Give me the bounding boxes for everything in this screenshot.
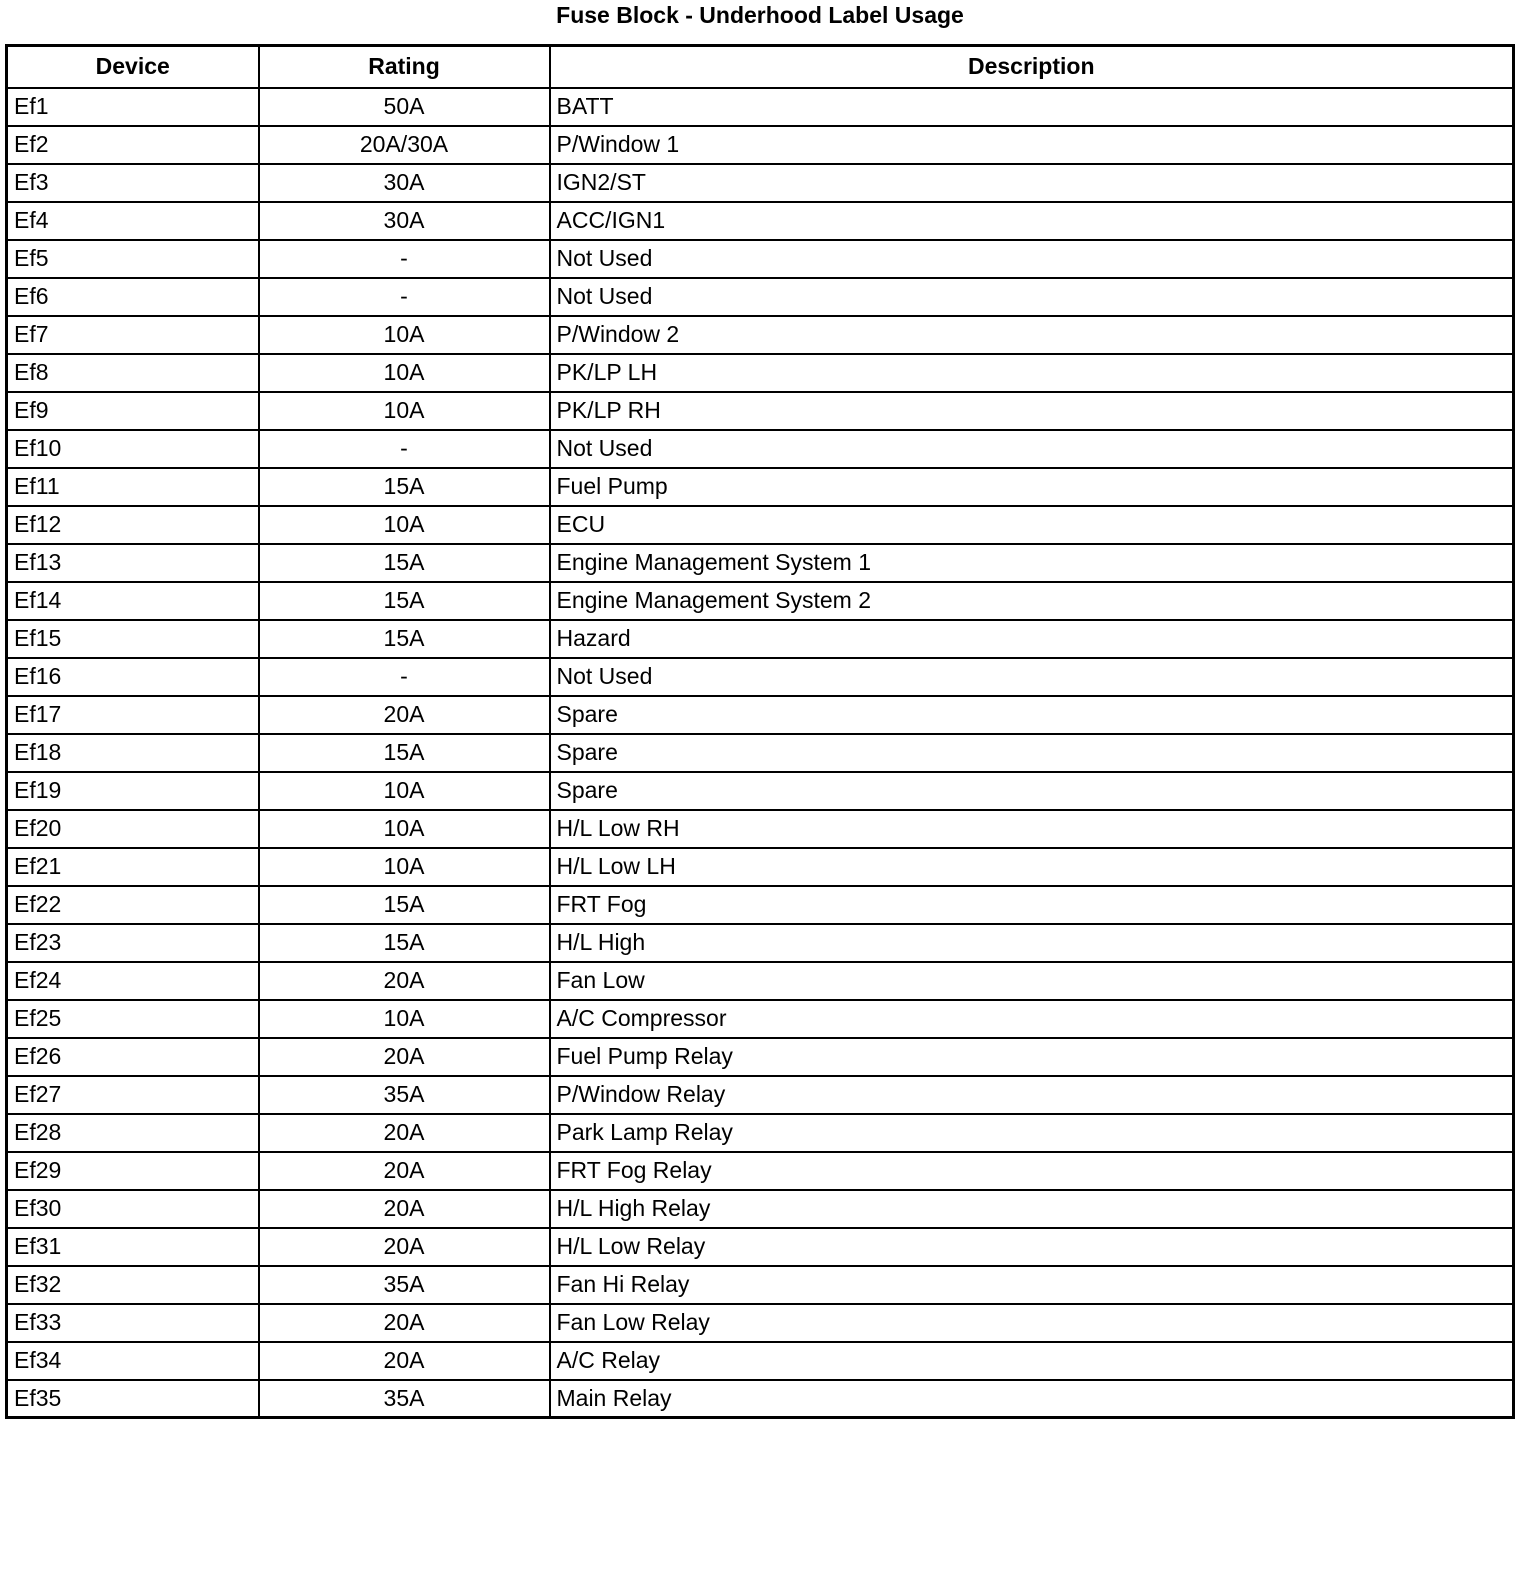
cell-device: Ef14: [7, 582, 259, 620]
cell-rating: 20A: [259, 1304, 550, 1342]
cell-description: Not Used: [550, 658, 1514, 696]
cell-rating: 20A: [259, 1228, 550, 1266]
cell-description: IGN2/ST: [550, 164, 1514, 202]
cell-rating: 20A: [259, 1152, 550, 1190]
cell-description: H/L Low Relay: [550, 1228, 1514, 1266]
cell-description: Spare: [550, 734, 1514, 772]
cell-rating: 15A: [259, 924, 550, 962]
cell-rating: 15A: [259, 544, 550, 582]
table-header-row: [7, 46, 1514, 88]
table-row: [7, 1380, 1514, 1418]
cell-device: Ef24: [7, 962, 259, 1000]
cell-device: Ef23: [7, 924, 259, 962]
table-row: [7, 810, 1514, 848]
cell-device: Ef11: [7, 468, 259, 506]
table-row: [7, 1152, 1514, 1190]
cell-device: Ef35: [7, 1380, 259, 1418]
cell-rating: 15A: [259, 620, 550, 658]
cell-description: Not Used: [550, 240, 1514, 278]
table-row: [7, 468, 1514, 506]
fuse-table: [5, 44, 1515, 1419]
cell-rating: 30A: [259, 202, 550, 240]
cell-device: Ef28: [7, 1114, 259, 1152]
cell-description: H/L High: [550, 924, 1514, 962]
table-row: [7, 924, 1514, 962]
cell-device: Ef20: [7, 810, 259, 848]
table-row: [7, 620, 1514, 658]
cell-device: Ef18: [7, 734, 259, 772]
cell-rating: 15A: [259, 886, 550, 924]
cell-rating: 20A: [259, 1190, 550, 1228]
cell-rating: 10A: [259, 848, 550, 886]
cell-device: Ef26: [7, 1038, 259, 1076]
cell-device: Ef3: [7, 164, 259, 202]
cell-description: P/Window 1: [550, 126, 1514, 164]
table-row: [7, 278, 1514, 316]
table-row: [7, 240, 1514, 278]
table-row: [7, 582, 1514, 620]
cell-rating: -: [259, 240, 550, 278]
table-row: [7, 962, 1514, 1000]
cell-description: PK/LP RH: [550, 392, 1514, 430]
table-row: [7, 1000, 1514, 1038]
cell-rating: 10A: [259, 316, 550, 354]
cell-device: Ef27: [7, 1076, 259, 1114]
table-row: [7, 88, 1514, 126]
table-row: [7, 354, 1514, 392]
cell-description: Fuel Pump: [550, 468, 1514, 506]
cell-description: PK/LP LH: [550, 354, 1514, 392]
cell-device: Ef29: [7, 1152, 259, 1190]
cell-description: Fan Low: [550, 962, 1514, 1000]
cell-description: ACC/IGN1: [550, 202, 1514, 240]
page-title: Fuse Block - Underhood Label Usage: [556, 2, 964, 28]
cell-rating: 20A/30A: [259, 126, 550, 164]
cell-description: H/L High Relay: [550, 1190, 1514, 1228]
cell-rating: 10A: [259, 810, 550, 848]
table-row: [7, 734, 1514, 772]
cell-description: Fan Hi Relay: [550, 1266, 1514, 1304]
cell-rating: 35A: [259, 1076, 550, 1114]
cell-description: Main Relay: [550, 1380, 1514, 1418]
cell-device: Ef19: [7, 772, 259, 810]
table-row: [7, 1342, 1514, 1380]
cell-device: Ef30: [7, 1190, 259, 1228]
table-row: [7, 164, 1514, 202]
table-row: [7, 1114, 1514, 1152]
cell-device: Ef7: [7, 316, 259, 354]
cell-rating: -: [259, 278, 550, 316]
cell-description: Spare: [550, 696, 1514, 734]
table-row: [7, 316, 1514, 354]
cell-device: Ef1: [7, 88, 259, 126]
table-row: [7, 1266, 1514, 1304]
cell-device: Ef16: [7, 658, 259, 696]
table-row: [7, 1038, 1514, 1076]
cell-device: Ef12: [7, 506, 259, 544]
cell-description: Not Used: [550, 278, 1514, 316]
cell-description: ECU: [550, 506, 1514, 544]
table-body: [7, 88, 1514, 1418]
cell-description: FRT Fog Relay: [550, 1152, 1514, 1190]
cell-description: P/Window Relay: [550, 1076, 1514, 1114]
cell-description: H/L Low LH: [550, 848, 1514, 886]
cell-device: Ef10: [7, 430, 259, 468]
cell-rating: 10A: [259, 1000, 550, 1038]
cell-device: Ef33: [7, 1304, 259, 1342]
cell-device: Ef9: [7, 392, 259, 430]
table-row: [7, 430, 1514, 468]
cell-description: Engine Management System 2: [550, 582, 1514, 620]
header-description: Description: [550, 46, 1514, 88]
cell-description: Not Used: [550, 430, 1514, 468]
table-row: [7, 392, 1514, 430]
cell-rating: 20A: [259, 1038, 550, 1076]
cell-rating: 10A: [259, 506, 550, 544]
cell-description: Spare: [550, 772, 1514, 810]
table-row: [7, 1228, 1514, 1266]
cell-rating: 15A: [259, 582, 550, 620]
table-row: [7, 202, 1514, 240]
cell-rating: -: [259, 658, 550, 696]
table-row: [7, 506, 1514, 544]
table-row: [7, 658, 1514, 696]
cell-rating: 50A: [259, 88, 550, 126]
cell-description: A/C Compressor: [550, 1000, 1514, 1038]
cell-rating: 20A: [259, 962, 550, 1000]
cell-description: Fan Low Relay: [550, 1304, 1514, 1342]
table-row: [7, 1304, 1514, 1342]
cell-rating: 15A: [259, 468, 550, 506]
cell-device: Ef5: [7, 240, 259, 278]
cell-rating: 20A: [259, 1342, 550, 1380]
cell-rating: 35A: [259, 1266, 550, 1304]
cell-description: Fuel Pump Relay: [550, 1038, 1514, 1076]
cell-device: Ef22: [7, 886, 259, 924]
table-row: [7, 848, 1514, 886]
cell-device: Ef32: [7, 1266, 259, 1304]
cell-rating: 10A: [259, 772, 550, 810]
header-device: Device: [7, 46, 259, 88]
cell-device: Ef15: [7, 620, 259, 658]
cell-device: Ef31: [7, 1228, 259, 1266]
cell-rating: 30A: [259, 164, 550, 202]
cell-device: Ef17: [7, 696, 259, 734]
cell-description: FRT Fog: [550, 886, 1514, 924]
cell-description: BATT: [550, 88, 1514, 126]
cell-device: Ef25: [7, 1000, 259, 1038]
cell-description: A/C Relay: [550, 1342, 1514, 1380]
cell-description: Park Lamp Relay: [550, 1114, 1514, 1152]
table-row: [7, 1076, 1514, 1114]
cell-rating: 20A: [259, 696, 550, 734]
cell-rating: 15A: [259, 734, 550, 772]
cell-description: Hazard: [550, 620, 1514, 658]
table-row: [7, 1190, 1514, 1228]
cell-device: Ef21: [7, 848, 259, 886]
table-row: [7, 544, 1514, 582]
cell-description: Engine Management System 1: [550, 544, 1514, 582]
cell-rating: -: [259, 430, 550, 468]
cell-rating: 10A: [259, 392, 550, 430]
cell-device: Ef2: [7, 126, 259, 164]
cell-device: Ef13: [7, 544, 259, 582]
cell-rating: 20A: [259, 1114, 550, 1152]
header-rating: Rating: [259, 46, 550, 88]
table-row: [7, 696, 1514, 734]
cell-device: Ef6: [7, 278, 259, 316]
cell-description: H/L Low RH: [550, 810, 1514, 848]
cell-device: Ef4: [7, 202, 259, 240]
table-row: [7, 126, 1514, 164]
table-row: [7, 886, 1514, 924]
cell-rating: 35A: [259, 1380, 550, 1418]
cell-device: Ef34: [7, 1342, 259, 1380]
cell-device: Ef8: [7, 354, 259, 392]
cell-description: P/Window 2: [550, 316, 1514, 354]
table-row: [7, 772, 1514, 810]
cell-rating: 10A: [259, 354, 550, 392]
